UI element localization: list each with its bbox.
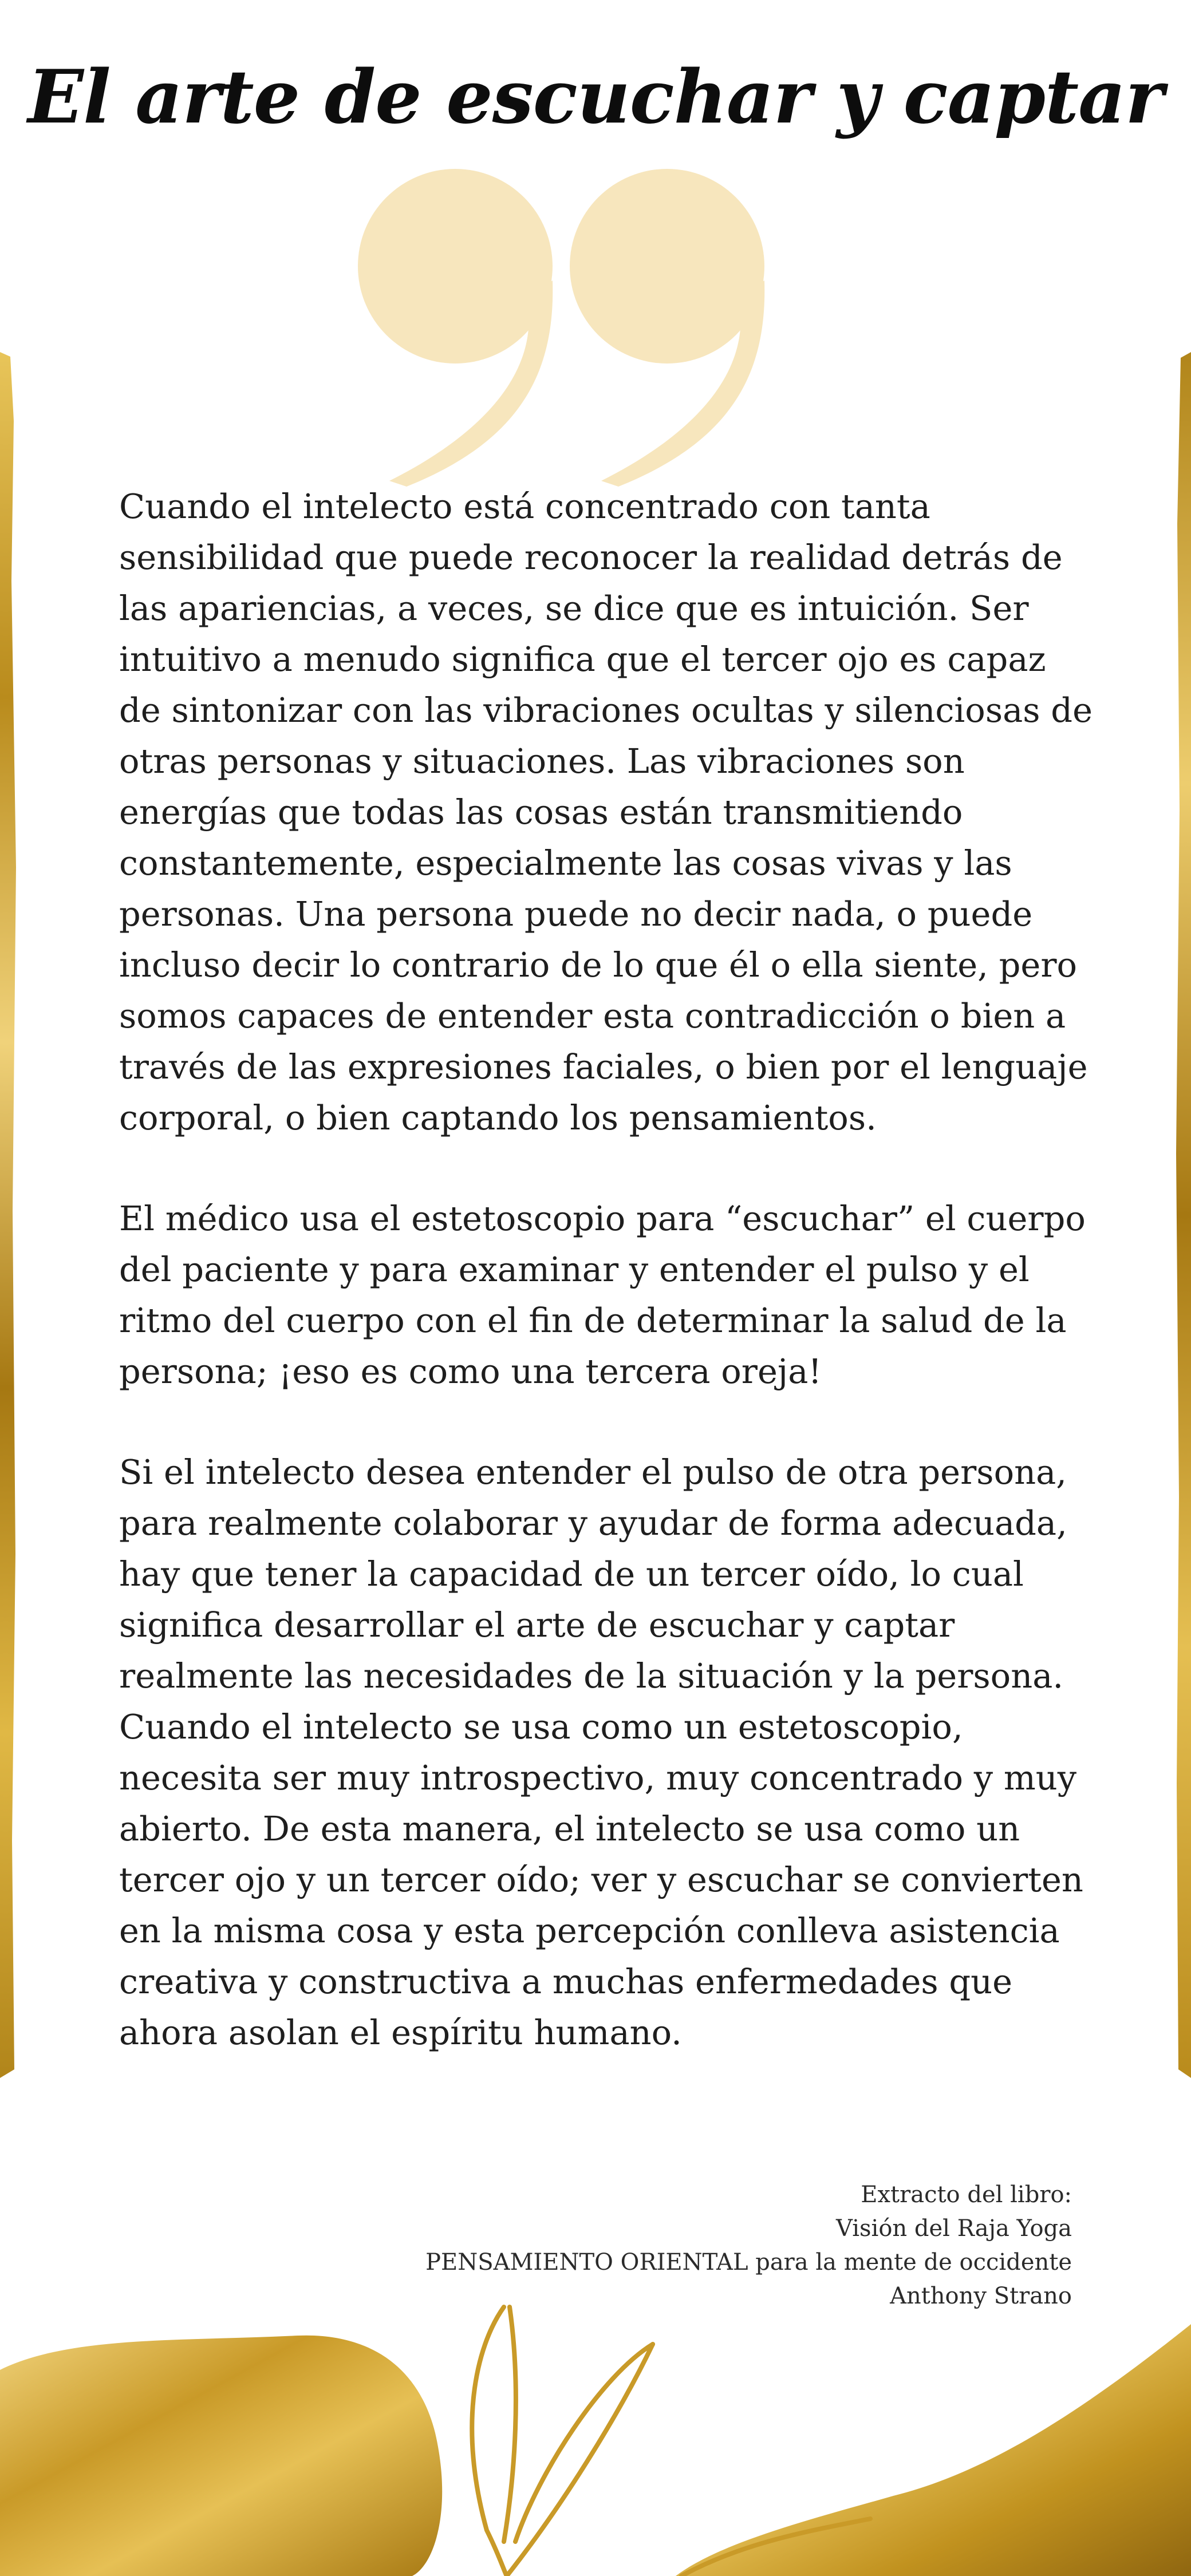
right-gold-border [1174,352,1191,2078]
left-gold-border [0,352,17,2078]
right-gold-brush [676,2324,1191,2576]
credit-author: Anthony Strano [890,2283,1072,2309]
gold-brush-decoration [0,2301,1191,2576]
credit-subtitle: PENSAMIENTO ORIENTAL para la mente de occidente [425,2249,1072,2275]
page-title: El arte de escuchar y captar [27,54,1164,140]
closing-quotation-mark-icon [355,166,790,487]
credit-intro: Extracto del libro: [861,2182,1072,2208]
paragraph-intuition: Cuando el intelecto está concentrado con tanta sensibilidad que puede reconocer la realidad detrás de las apariencias, a veces, se dice que es intuición. Ser intuitivo a menudo significa que el tercer ojo es capaz de sintonizar con las vibraciones ocultas y silenciosas de otras personas y situaciones. Las vibraciones son energías que todas las cosas están transmitiendo constantemente, especialmente las cosas vivas y las personas. Una persona puede no decir nada, o puede incluso decir lo contrario de lo que él o ella siente, pero somos capaces de entender esta contradicción o bien a través de las expresiones faciales, o bien por el lenguaje corporal, o bien captando los pensamientos. [119,487,1093,1137]
article-body [119,481,1093,2108]
credit-book-title: Visión del Raja Yoga [836,2215,1072,2242]
paragraph-stethoscope: El médico usa el estetoscopio para “escuchar” el cuerpo del paciente y para examinar y entender el pulso y el ritmo del cuerpo con el fin de determinar la salud de la persona; ¡eso es como una tercera oreja! [119,1199,1086,1391]
left-gold-brush [0,2336,442,2576]
book-credit [270,2178,1072,2313]
paragraph-third-ear: Si el intelecto desea entender el pulso de otra persona, para realmente colaborar y ayudar de forma adecuada, hay que tener la capacidad de un tercer oído, lo cual significa desarrollar el arte de escuchar y captar realmente las necesidades de la situación y la persona. Cuando el intelecto se usa como un estetoscopio, necesita ser muy introspectivo, muy concentrado y muy abierto. De esta manera, el intelecto se usa como un tercer ojo y un tercer oído; ver y escuchar se convierten en la misma cosa y esta percepción conlleva asistencia creativa y constructiva a muchas enfermedades que ahora asolan el espíritu humano. [119,1452,1083,2052]
